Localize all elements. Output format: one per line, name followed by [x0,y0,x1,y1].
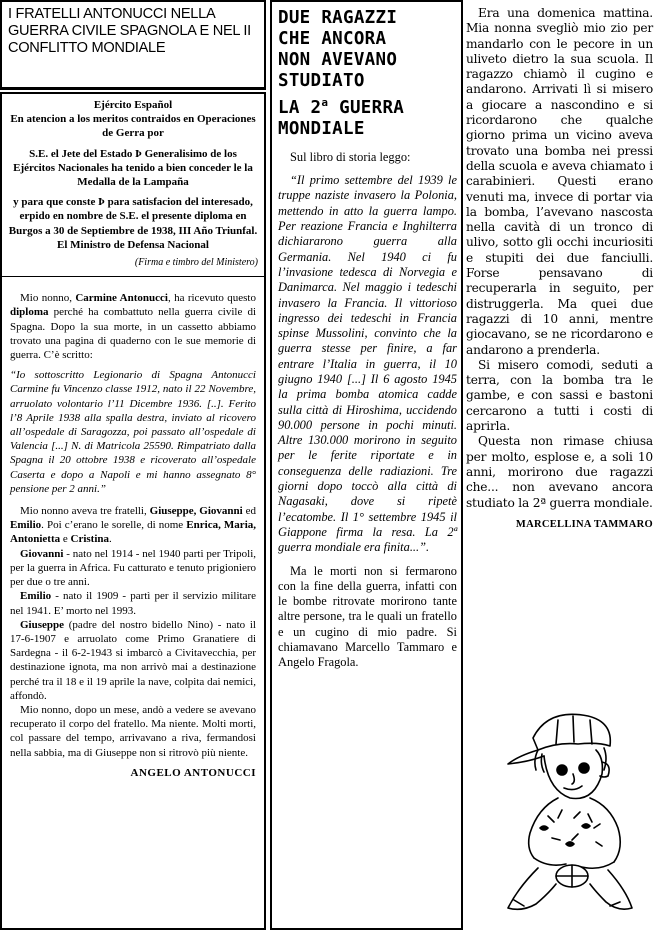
history-book-quote: “Il primo settembre del 1939 le truppe naziste invasero la Polonia, mettendo in atto la guerra lampo. Per reazione Francia e Inghilterra dichiararono guerra alla Germania. Nel 1940 ci fu l’invasione tedesca di Norvegia e Danimarca. Nel maggio i tedeschi invasero la Francia. Il vittorioso ingresso dei tedeschi in Francia spinse Mussolini, convinto che la guerra stesse per finire, a far entrare l’Italia in guerra, il 10 giugno 1940 [...] Il 6 agosto 1945 la prima bomba atomica cadde sulla città di Hiroshima, uccidendo 90.000 persone in pochi minuti. Altre 130.000 morirono in seguito per le ferite riportate e in conseguenza delle radiazioni. Tre giorni dopo toccò alla città di Nagasaki, dove si ripetè l’ecatombe. Il 1° settembre 1945 il Giappone firma la resa. La 2ª guerra mondiale era finita...”. [278,173,457,555]
diploma-line: Ejército Español [93,99,173,111]
left-column [0,92,266,930]
paragraph: Si misero comodi, seduti a terra, con la bomba tra le gambe, e con sassi e bastoni cercarono a tutti i costi di aprirla. [466,357,653,434]
paragraph: Mio nonno aveva tre fratelli, Giuseppe, Giovanni ed Emilio. Poi c’erano le sorelle, di nome Enrica, Maria, Antonietta e Cristina. [10,505,256,546]
memoir-quote: “Io sottoscritto Legionario di Spagna Antonucci Carmine fu Vincenzo classe 1912, nato il 22 Novembre, arruolato volontario l’11 Dicembre 1936. [..]. Ferito l’8 Aprile 1938 alla spalla destra, inviato al ricovero all’ospedale di Saragozza, poi passato all’ospedale di Valencia [...] N. di Matricola 25590. Rimpatriato dalla Spagna il 20 ottobre 1938 e ricoverato all’ospedale Caserta e dopo a Napoli e mi hanno assegnato 8° pensione per 2 anni.” [10,369,256,495]
left-heading: I FRATELLI ANTONUCCI NELLA GUERRA CIVILE SPAGNOLA E NEL II CONFLITTO MONDIALE [8,6,251,56]
paragraph: Questa non rimase chiusa per molto, esplose e, a soli 10 anni, morirono due ragazzi che... non avevano ancora studiato la 2ª guerra mondiale. [466,434,653,510]
right-article-body [466,0,657,511]
paragraph: Ma le morti non si fermarono con la fine della guerra, infatti con le bombe ritrovate morirono tante altre persone, tra le quali un fratello e un cugino di mio padre. Si chiamavano Marcello Tammaro e Angelo Fragola. [278,563,457,670]
diploma-line: S.E. el Jete del Estado Þ Generalisimo de los Ejércitos Nacionales ha tenido a bien conceder le la Medalla de la Lampaña [13,147,253,189]
paragraph: Giovanni - nato nel 1914 - nel 1940 parti per Tripoli, per la guerra in Africa. Fu catturato e tenuto prigioniero per due o tre anni. [10,547,256,589]
middle-article-body [272,150,461,671]
article-title: DUE RAGAZZI CHE ANCORA NON AVEVANO STUDIATO LA 2$^a$ GUERRA MONDIALE [278,8,405,139]
paragraph: Sul libro di storia leggo: [290,149,411,164]
diploma-transcript [2,94,264,270]
paragraph: Giuseppe (padre del nostro bidello Nino) - nato il 17-6-1907 e arruolato come Primo Granatiere di Sardegna - il 6-2-1943 si imbarcò a Civitavecchia, per destinazione ignota, ma non arrivò mai a destinazione perché tra il 18 e il 19 aprile la nave, colpita dai nemici, affondò. [10,618,256,702]
diploma-line: En atencion a los meritos contraidos en Operaciones de Gerra por [10,113,256,140]
boy-sketch-illustration [478,698,648,918]
paragraph: Emilio - nato il 1909 - partì per il servizio militare nel 1941. E’ morto nel 1993. [10,590,256,617]
diploma-signature: (Firma e timbro del Ministero) [134,257,258,269]
paragraph: Era una domenica mattina. Mia nonna svegliò mio zio per mandarlo con le pecore in un uliveto dietro la sua scuola. Il ragazzo chiamò il cugino e andarono. Arrivati lì si misero a giocare a nascondino e si ricordarono che qualche giorno prima un vicino aveva trovato una bomba nei pressi della scuola e aveva chiamato i carabinieri. Questi erano venuti ma, invece di portar via la bomba, l’avevano nascosta nella cavità di un tronco di ulivo, sotto gli occhi incuriositi e stupiti dei due fanciulli. Forse pensavano di recuperarla in seguito, per distruggerla. Ma quei due ragazzi di 10 anni, mentre giocavano, se ne ricordarono e andarono a prenderla. [466,6,653,357]
middle-column [270,0,463,930]
author-signature: MARCELLINA TAMMARO [515,518,653,530]
paragraph: Mio nonno, dopo un mese, andò a vedere se avevano recuperato il corpo del fratello. Ma niente. Molti morti, col passare del tempo, arrivavano a riva, fermandosi nella sabbia, ma di Giuseppe non si ritrovò più niente. [10,703,256,759]
left-heading-box [0,0,266,90]
diploma-line: y para que conste Þ para satisfacion del interesado, erpido en nombre de S.E. el presente diploma en Burgos a 30 de Septiembre de 1938, III Año Triunfal. [8,196,258,237]
divider [2,276,264,277]
diploma-line: El Ministro de Defensa Nacional [57,238,209,251]
author-signature: ANGELO ANTONUCCI [130,766,256,779]
paragraph: Mio nonno, Carmine Antonucci, ha ricevuto questo diploma perché ha combattuto nella guerra civile di Spagna. Dopo la sua morte, in un cassetto abbiamo trovato una pagina di quaderno con le sue memorie di guerra. C’è scritto: [10,292,256,362]
left-article-body [2,291,264,780]
